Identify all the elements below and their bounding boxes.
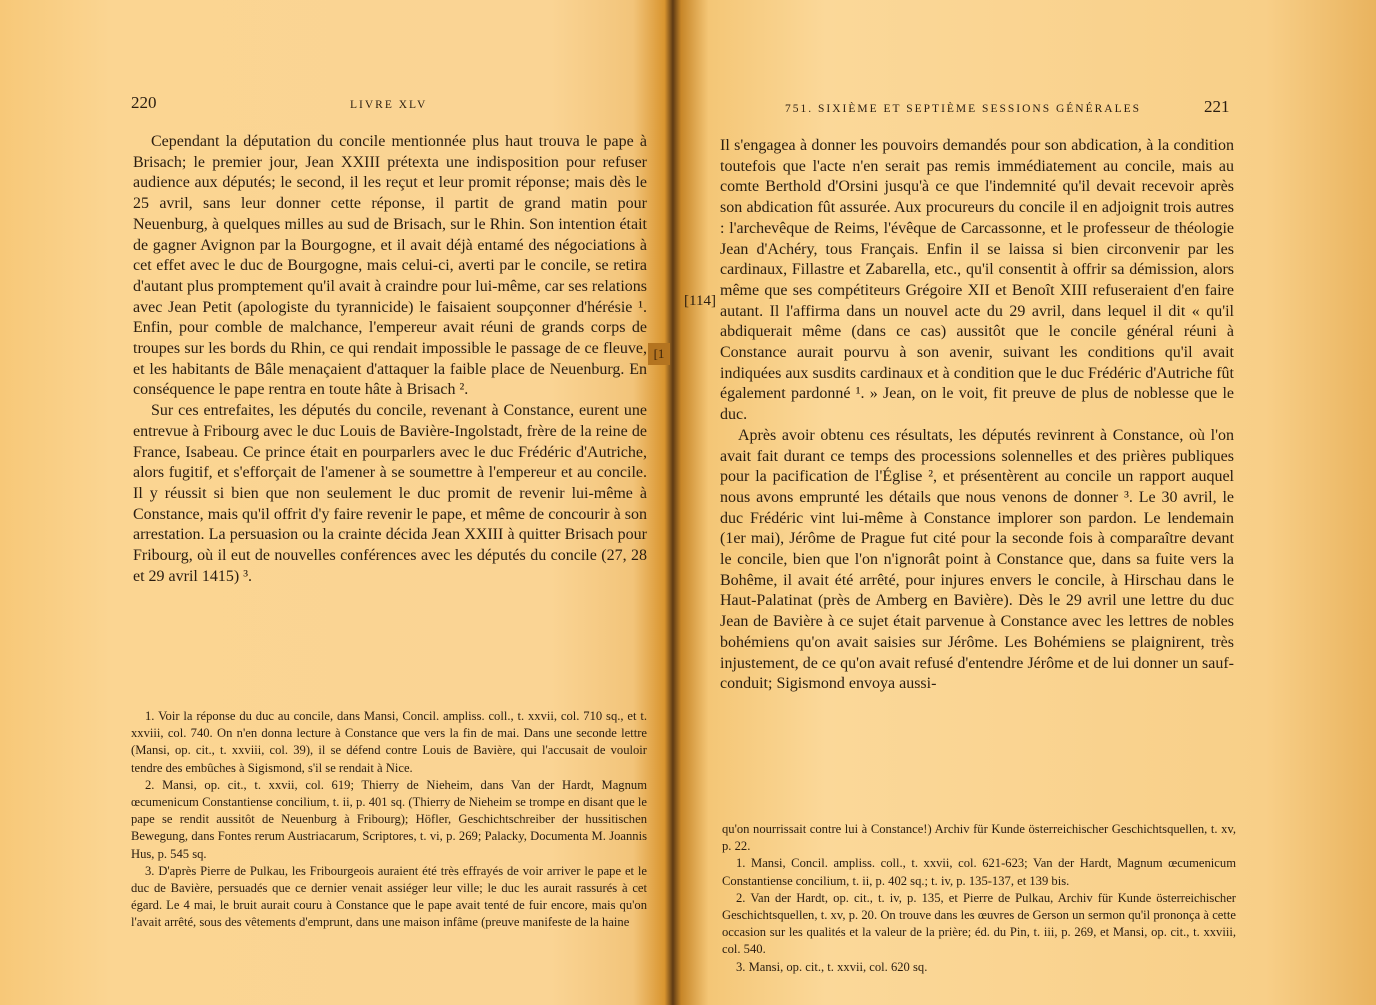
running-head: 751. SIXIÈME ET SEPTIÈME SESSIONS GÉNÉRALES xyxy=(785,103,1142,115)
main-text xyxy=(720,136,1234,695)
footnotes xyxy=(131,708,647,932)
marginal-reference: [114] xyxy=(684,293,716,309)
footnote: 1. Mansi, Concil. ampliss. coll., t. xxvii, col. 621-623; Van der Hardt, Magnum œcumenicum Constantiense concilium, t. ii, p. 402 sq.; t. iv, p. 135-137, et 139 bis. xyxy=(722,856,1236,888)
footnote: 2. Van der Hardt, op. cit., t. iv, p. 135, et Pierre de Pulkau, Archiv für Kunde österreichischer Geschichtsquellen, t. xv, p. 20. On trouve dans les œuvres de Gerson un sermon qu'il prononça à cette occasion sur les qualités et la valeur de la prière; éd. du Pin, t. iii, p. 269, et Mansi, op. cit., t. xxviii, col. 540. xyxy=(722,890,1236,957)
footnotes xyxy=(722,821,1236,976)
footnote: 3. Mansi, op. cit., t. xxvii, col. 620 sq. xyxy=(736,959,928,974)
footnote: qu'on nourrissait contre lui à Constance!) Archiv für Kunde österreichischer Geschichtsquellen, t. xv, p. 22. xyxy=(722,822,1236,854)
footnote: 2. Mansi, op. cit., t. xxvii, col. 619; Thierry de Nieheim, dans Van der Hardt, Magnum œcumenicum Constantiense concilium, t. ii, p. 401 sq. (Thierry de Nieheim se trompe en disant que le pape se rendit aussitôt de Neuenburg à Fribourg); Höfler, Geschichtschreiber der hussitischen Bewegung, dans Fontes rerum Austriacarum, Scriptores, t. vi, p. 269; Palacky, Documenta M. Joannis Hus, p. 545 sq. xyxy=(131,777,647,861)
footnote: 3. D'après Pierre de Pulkau, les Fribourgeois auraient été très effrayés de voir arriver le pape et le duc de Bavière, persuadés que ce dernier venait assiéger leur ville; le duc les aurait rassurés à cet égard. Le 4 mai, le bruit aurait couru à Constance que le pape avait tenté de fuir encore, mais qu'on l'avait arrêté, sous des vêtements d'emprunt, dans une maison infâme (preuve manifeste de la haine xyxy=(131,863,647,930)
footnote: 1. Voir la réponse du duc au concile, dans Mansi, Concil. ampliss. coll., t. xxvii, col. 710 sq., et t. xxviii, col. 740. On n'en donna lecture à Constance que vers la fin de mai. Dans une seconde lettre (Mansi, op. cit., t. xxviii, col. 39), il se défend contre Louis de Bavière, qui l'accusait de vouloir tendre des embûches à Sigismond, s'il se rendait à Nice. xyxy=(131,709,647,775)
page-number: 220 xyxy=(131,93,157,112)
main-text xyxy=(133,132,647,587)
left-page xyxy=(0,0,672,1005)
paragraph: Cependant la députation du concile mentionnée plus haut trouva le pape à Brisach; le premier jour, Jean XXIII prétexta une indisposition pour refuser audience aux députés; le second, il les reçut et leur promit réponse; mais dès le 25 avril, sans leur donner cette réponse, il partit de grand matin pour Neuenburg, à quelques milles au sud de Brisach, sur le Rhin. Son intention était de gagner Avignon par la Bourgogne, et il avait déjà entamé des négociations à cet effet avec le duc de Bourgogne, mais celui-ci, averti par le concile, se retira d'autant plus promptement qu'il avait à craindre pour lui-même, car ses relations avec Jean Petit (apologiste du tyrannicide) le faisaient soupçonner d'hérésie ¹. Enfin, pour comble de malchance, l'empereur avait réuni de grands corps de troupes sur les bords du Rhin, ce qui rendait impossible le passage de ce fleuve, et les habitants de Bâle menaçaient d'attaquer la faible place de Neuenburg. En conséquence le pape rentra en toute hâte à Brisach ². xyxy=(133,133,647,399)
running-head: LIVRE XLV xyxy=(350,99,428,111)
page-number: 221 xyxy=(1204,97,1230,116)
right-page xyxy=(676,0,1376,1005)
paragraph: Après avoir obtenu ces résultats, les députés revinrent à Constance, où l'on avait fait durant ce temps des processions solennelles et des prières publiques pour la pacification de l'Église ², et présentèrent au concile un rapport auquel nous avons emprunté les détails que nous venons de donner ³. Le 30 avril, le duc Frédéric vint lui-même à Constance implorer son pardon. Le lendemain (1er mai), Jérôme de Prague fut cité pour la seconde fois à comparaître devant le concile, bien que l'on n'ignorât point à Constance que, dans sa fuite vers la Bohême, il avait été arrêté, pour injures envers le concile, à Hirschau dans le Haut-Palatinat (près de Amberg en Bavière). Dès le 29 avril une lettre du duc Jean de Bavière à ce sujet était parvenue à Constance avec les lettres de nobles bohémiens qu'on avait saisies sur Jérôme. Les Bohémiens se plaignirent, très injustement, de ce qu'on avait refusé d'entendre Jérôme et de lui donner un sauf-conduit; Sigismond envoya aussi- xyxy=(720,426,1234,693)
paragraph: Il s'engagea à donner les pouvoirs demandés pour son abdication, à la condition toutefois que l'acte n'en serait pas remis immédiatement au concile, mais au comte Berthold d'Orsini jusqu'à ce que l'indemnité qu'il devait recevoir après son abdication fût assurée. Aux procureurs du concile il en adjoignit trois autres : l'archevêque de Reims, l'évêque de Carcassonne, et le professeur de théologie Jean d'Achéry, tous Français. Enfin il se laissa si bien circonvenir par les cardinaux, Fillastre et Zabarella, etc., qu'il consentit à offrir sa démission, alors même que ses compétiteurs Grégoire XII et Benoît XIII refuseraient d'en faire autant. Il l'affirma dans un nouvel acte du 29 avril, dans lequel il dit « qu'il abdiquerait même (dans ce cas) aussitôt que le concile général réuni à Constance aurait pourvu à son avenir, suivant les conditions qu'il avait indiquées aux susdits cardinaux et à condition que le duc Frédéric d'Autriche fût également pardonné ¹. » Jean, on le voit, fit preuve de plus de noblesse que le duc. xyxy=(720,137,1234,424)
paragraph: Sur ces entrefaites, les députés du concile, revenant à Constance, eurent une entrevue à Fribourg avec le duc Louis de Bavière-Ingolstadt, frère de la reine de France, Isabeau. Ce prince était en pourparlers avec le duc Frédéric d'Autriche, alors fugitif, et s'efforçait de l'amener à se soumettre à l'empereur et au concile. Il y réussit si bien que non seulement le duc promit de revenir lui-même à Constance, mais qu'il offrit d'y faire revenir le pape, et même de concourir à son arrestation. La persuasion ou la crainte décida Jean XXIII à quitter Brisach pour Fribourg, où il eut de nouvelles conférences avec les députés du concile (27, 28 et 29 avril 1415) ³. xyxy=(133,402,647,585)
gutter-marker: [1 xyxy=(648,343,670,365)
